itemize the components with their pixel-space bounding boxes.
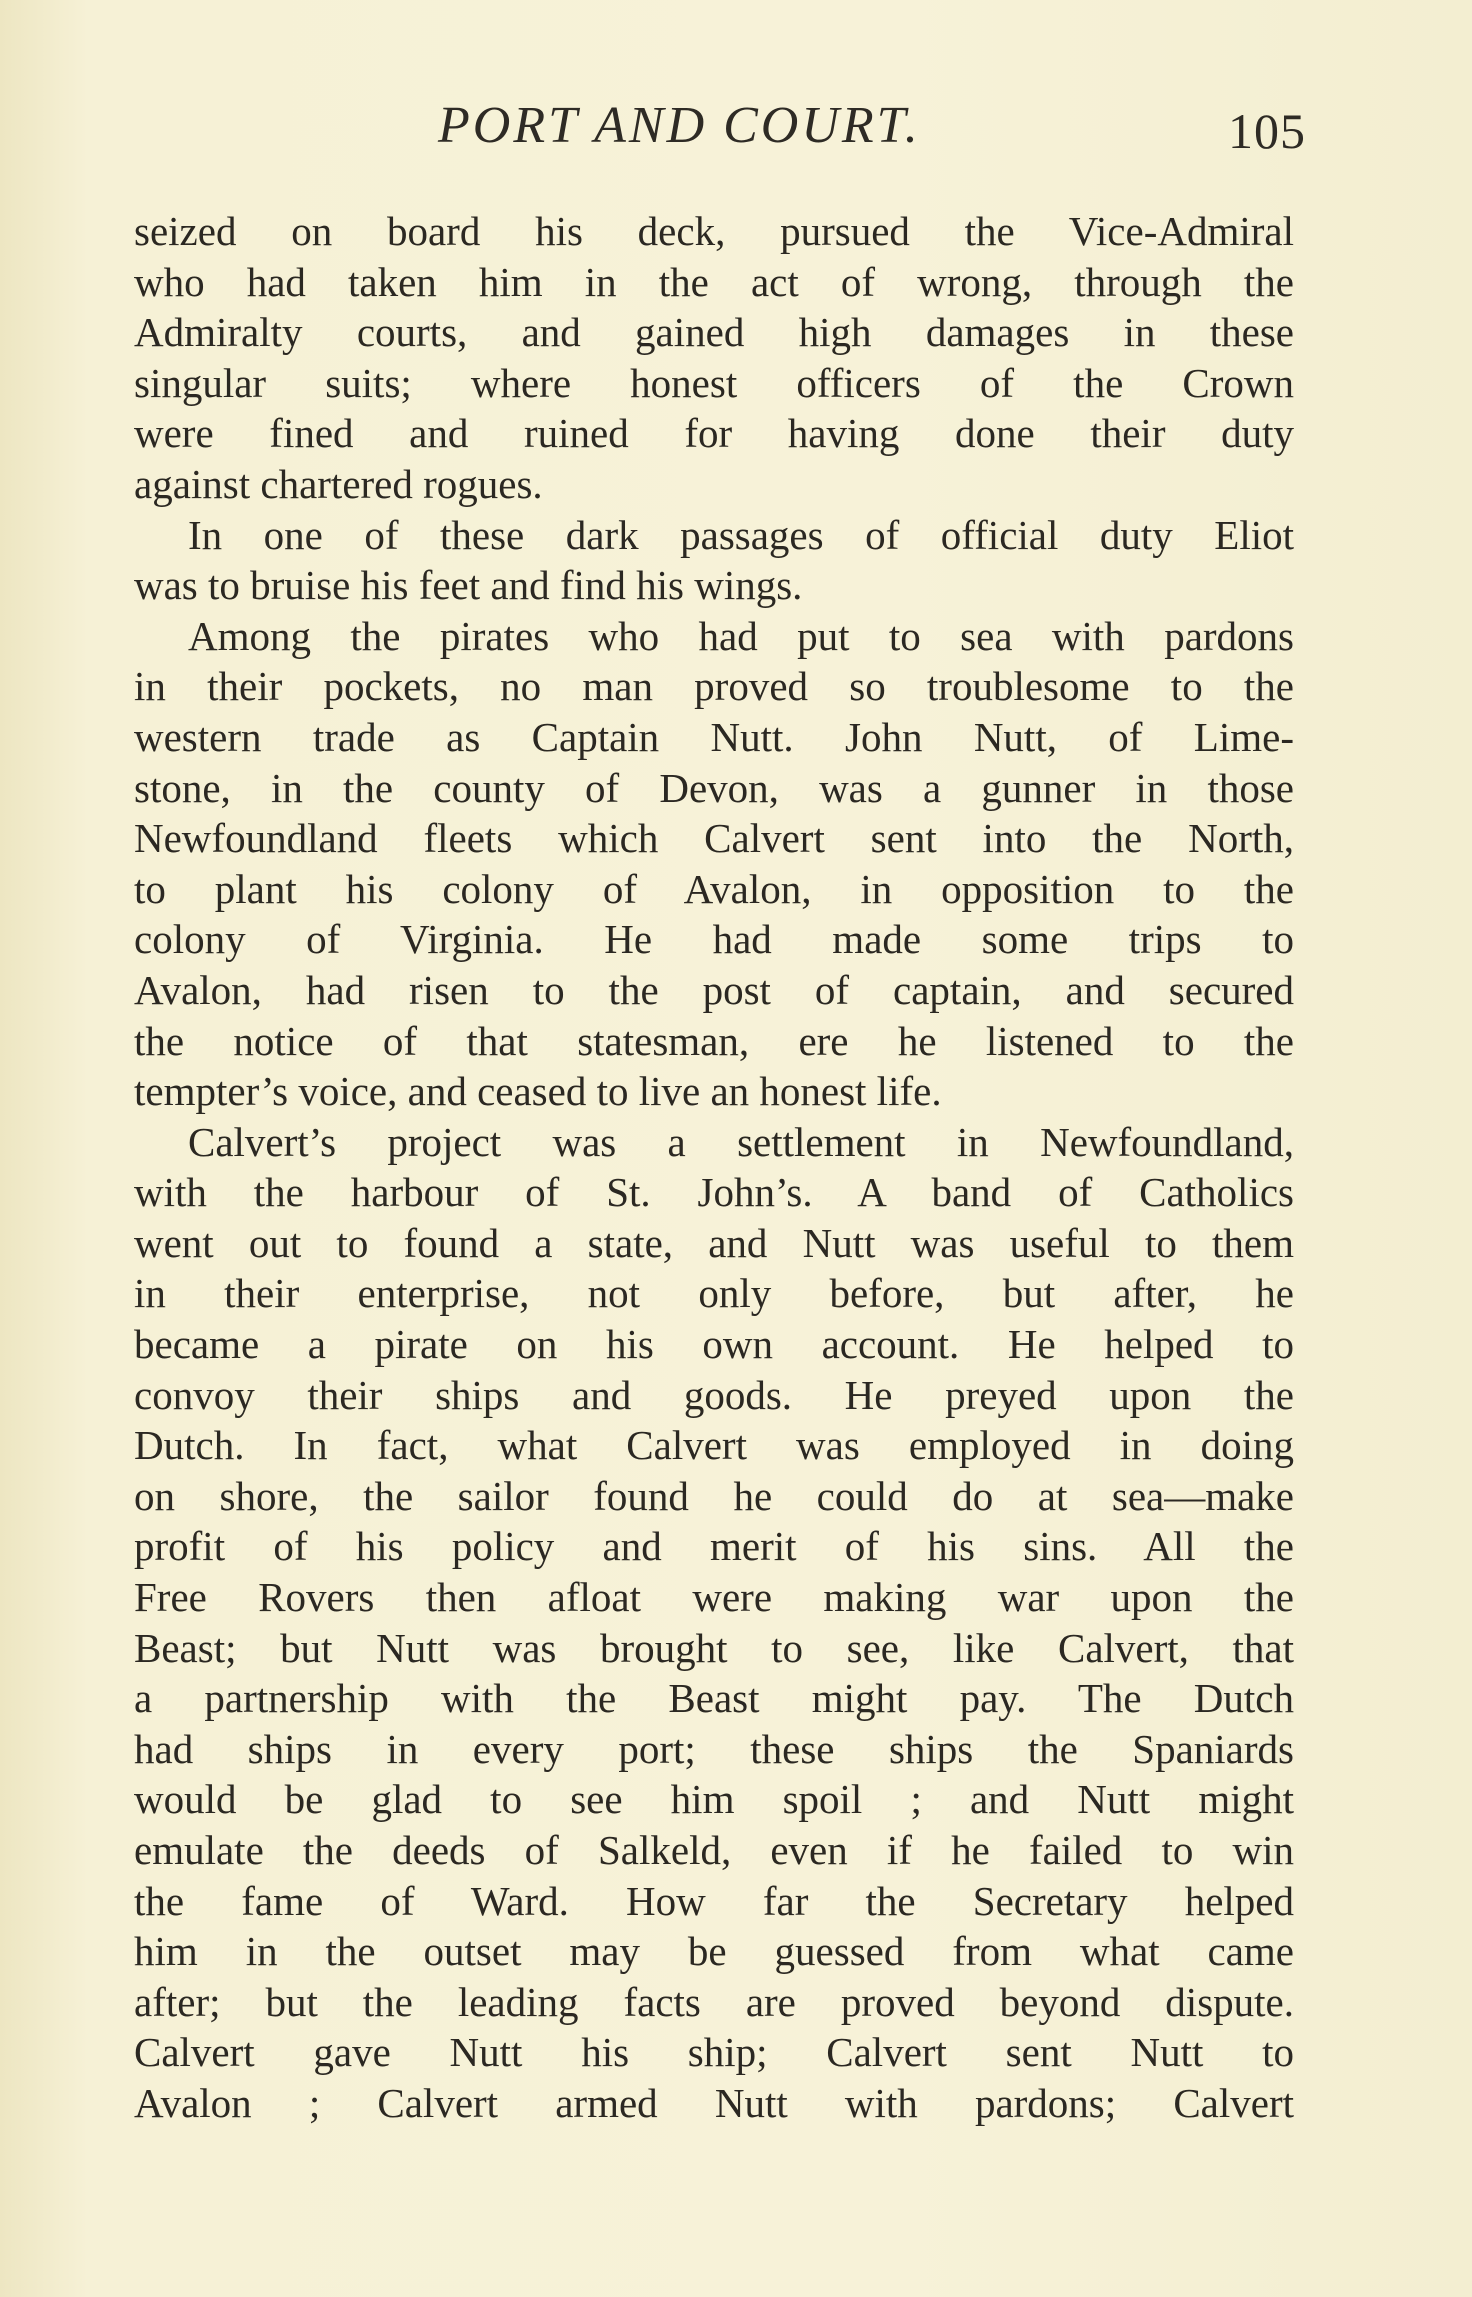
paragraph-start-line: Calvert’s project was a settlement in Newfoundland, <box>188 1118 1294 1165</box>
body-text <box>134 206 1294 2129</box>
text-line: the fame of Ward. How far the Secretary helped <box>134 1877 1294 1924</box>
text-line: would be glad to see him spoil ; and Nutt might <box>134 1776 1294 1823</box>
text-line: emulate the deeds of Salkeld, even if he failed to win <box>134 1827 1294 1873</box>
text-line: tempter’s voice, and ceased to live an honest life. <box>134 1068 942 1115</box>
text-line: singular suits; where honest officers of the Crown <box>134 359 1294 406</box>
text-line: Avalon ; Calvert armed Nutt with pardons; Calvert <box>134 2079 1294 2126</box>
text-line: a partnership with the Beast might pay. The Dutch <box>134 1675 1294 1722</box>
text-line: colony of Virginia. He had made some trips to <box>134 916 1294 963</box>
text-line: stone, in the county of Devon, was a gunner in those <box>134 764 1294 811</box>
paragraph-start-line: In one of these dark passages of official duty Eliot <box>188 511 1294 558</box>
text-line: in their enterprise, not only before, but after, he <box>134 1270 1294 1317</box>
text-line: Beast; but Nutt was brought to see, like Calvert, that <box>134 1624 1294 1671</box>
paragraph-start-line: Among the pirates who had put to sea with pardons <box>188 612 1294 659</box>
text-line: profit of his policy and merit of his sins. All the <box>134 1523 1294 1570</box>
text-line: had ships in every port; these ships the Spaniards <box>134 1725 1294 1772</box>
text-line: who had taken him in the act of wrong, through the <box>134 258 1294 305</box>
text-line: on shore, the sailor found he could do at sea—make <box>134 1472 1294 1519</box>
text-line: Free Rovers then afloat were making war upon the <box>134 1574 1294 1621</box>
text-line: Admiralty courts, and gained high damages in these <box>134 309 1294 356</box>
text-line: him in the outset may be guessed from what came <box>134 1928 1294 1975</box>
page-number: 105 <box>1228 103 1306 159</box>
text-line: were fined and ruined for having done their duty <box>134 410 1294 457</box>
text-line: convoy their ships and goods. He preyed upon the <box>134 1371 1294 1418</box>
text-line: became a pirate on his own account. He helped to <box>134 1321 1294 1368</box>
text-line: Dutch. In fact, what Calvert was employed in doing <box>134 1422 1294 1469</box>
text-line: the notice of that statesman, ere he listened to the <box>134 1017 1294 1064</box>
text-line: western trade as Captain Nutt. John Nutt, of Lime- <box>134 713 1294 760</box>
text-line: Calvert gave Nutt his ship; Calvert sent Nutt to <box>134 2029 1294 2076</box>
text-line: went out to found a state, and Nutt was useful to them <box>134 1219 1294 1266</box>
running-head <box>0 96 1472 166</box>
running-title: PORT AND COURT. <box>438 97 921 154</box>
text-line: against chartered rogues. <box>134 460 543 507</box>
text-line: in their pockets, no man proved so troublesome to the <box>134 663 1294 710</box>
text-line: was to bruise his feet and find his wings. <box>134 562 803 609</box>
text-line: Newfoundland fleets which Calvert sent into the North, <box>134 815 1294 862</box>
text-line: to plant his colony of Avalon, in opposition to the <box>134 865 1294 912</box>
text-line: after; but the leading facts are proved beyond dispute. <box>134 1978 1294 2025</box>
text-line: with the harbour of St. John’s. A band of Catholics <box>134 1169 1294 1216</box>
text-line: seized on board his deck, pursued the Vice-Admiral <box>134 208 1294 254</box>
text-line: Avalon, had risen to the post of captain, and secured <box>134 966 1294 1013</box>
